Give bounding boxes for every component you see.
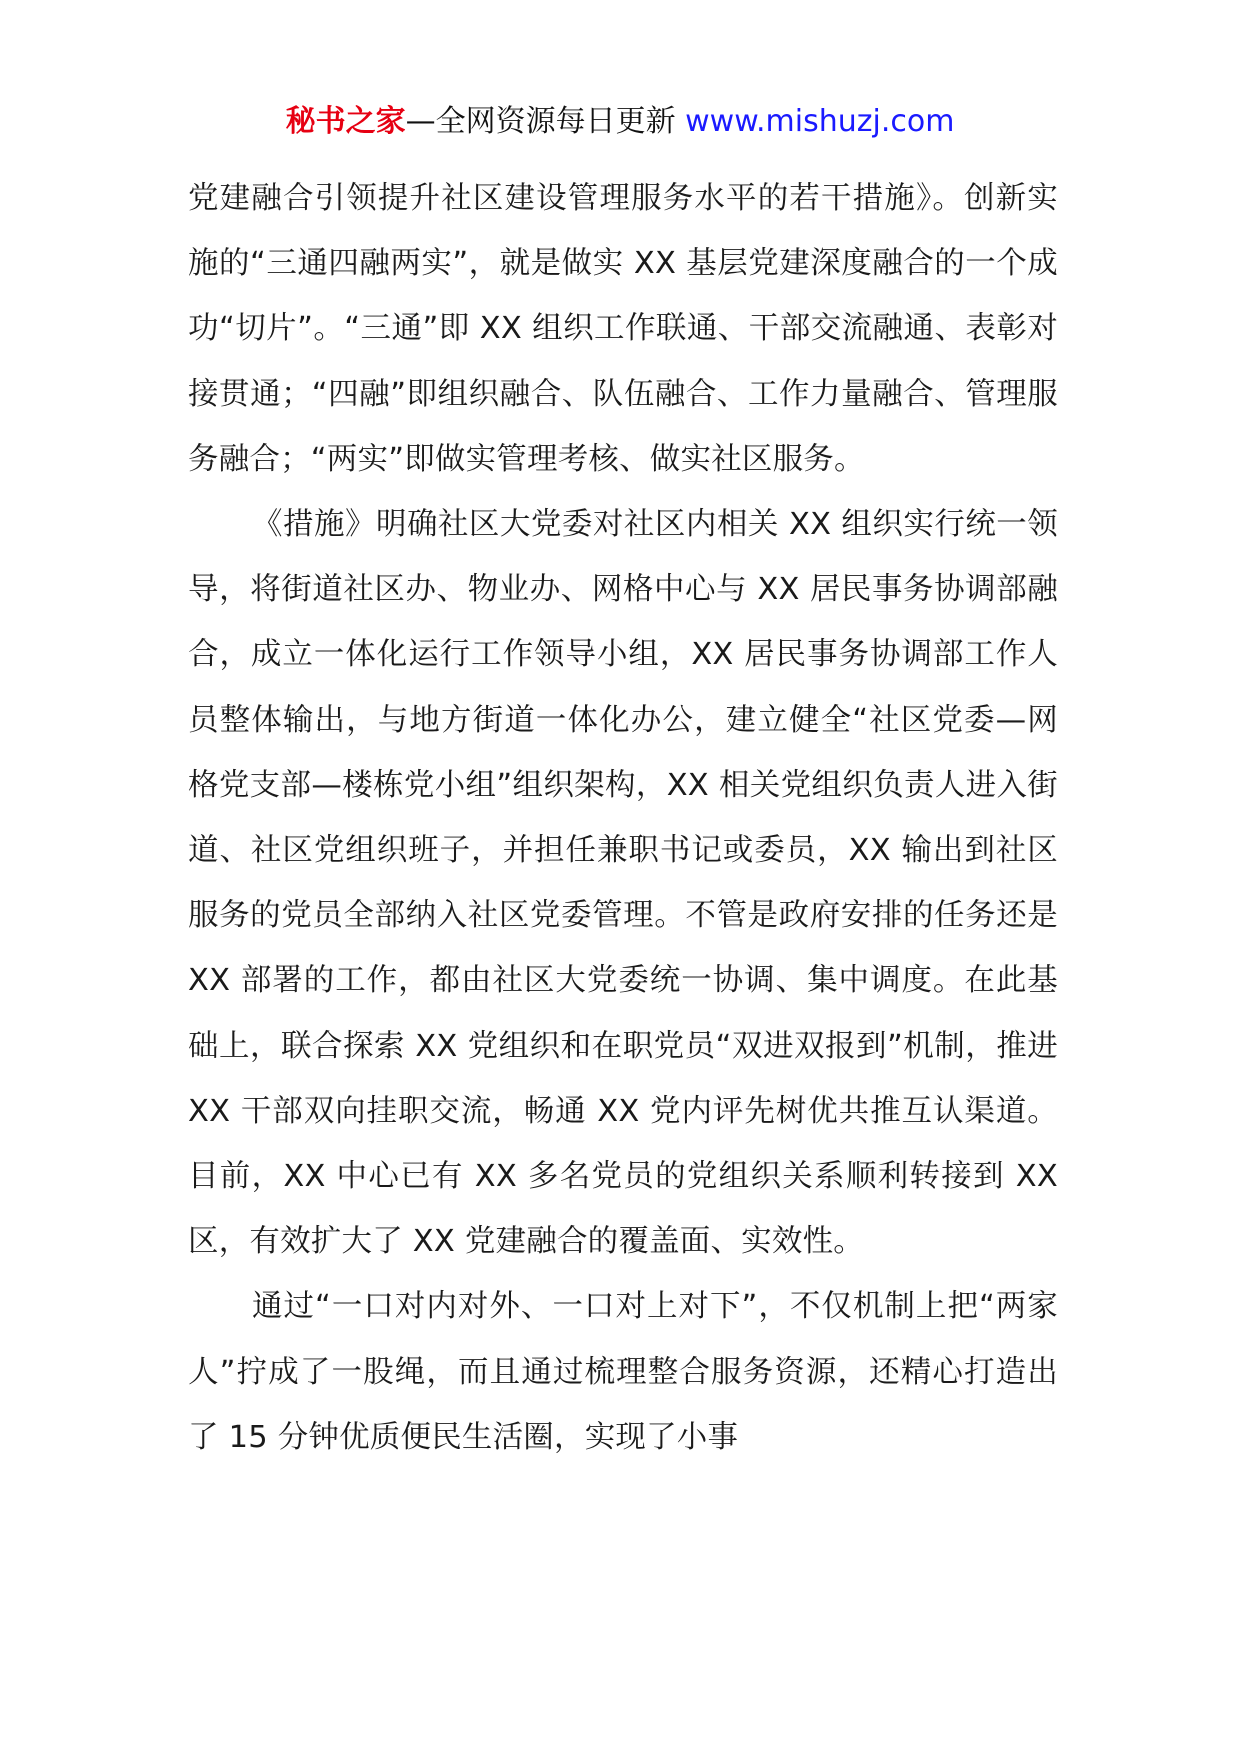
site-url-link[interactable]: www.mishuzj.com bbox=[685, 104, 955, 139]
paragraph-service-circle: 通过“一口对内对外、一口对上对下”，不仅机制上把“两家人”拧成了一股绳，而且通过梳理整合服务资源，还精心打造出了 15 分钟优质便民生活圈，实现了小事 bbox=[188, 1289, 1058, 1455]
document-body bbox=[188, 166, 1058, 1470]
site-banner bbox=[0, 100, 1240, 144]
site-brand: 秘书之家 bbox=[285, 104, 406, 139]
site-tagline: —全网资源每日更新 bbox=[405, 104, 686, 139]
paragraph-measures: 《措施》明确社区大党委对社区内相关 XX 组织实行统一领导，将街道社区办、物业办、网格中心与 XX 居民事务协调部融合，成立一体化运行工作领导小组，XX 居民事务协调部工作人员整体输出，与地方街道一体化办公，建立健全“社区党委—网格党支部—楼栋党小组”组织架构，XX 相关党组织负责人进入街道、社区党组织班子，并担任兼职书记或委员，XX 输出到社区服务的党员全部纳入社区党委管理。不管是政府安排的任务还是 XX 部署的工作，都由社区大党委统一协调、集中调度。在此基础上，联合探索 XX 党组织和在职党员“双进双报到”机制，推进 XX 干部双向挂职交流，畅通 XX 党内评先树优共推互认渠道。目前，XX 中心已有 XX 多名党员的党组织关系顺利转接到 XX 区，有效扩大了 XX 党建融合的覆盖面、实效性。 bbox=[188, 507, 1058, 1260]
paragraph-continued: 党建融合引领提升社区建设管理服务水平的若干措施》。创新实施的“三通四融两实”，就是做实 XX 基层党建深度融合的一个成功“切片”。“三通”即 XX 组织工作联通、干部交流融通、表彰对接贯通；“四融”即组织融合、队伍融合、工作力量融合、管理服务融合；“两实”即做实管理考核、做实社区服务。 bbox=[188, 181, 1058, 477]
